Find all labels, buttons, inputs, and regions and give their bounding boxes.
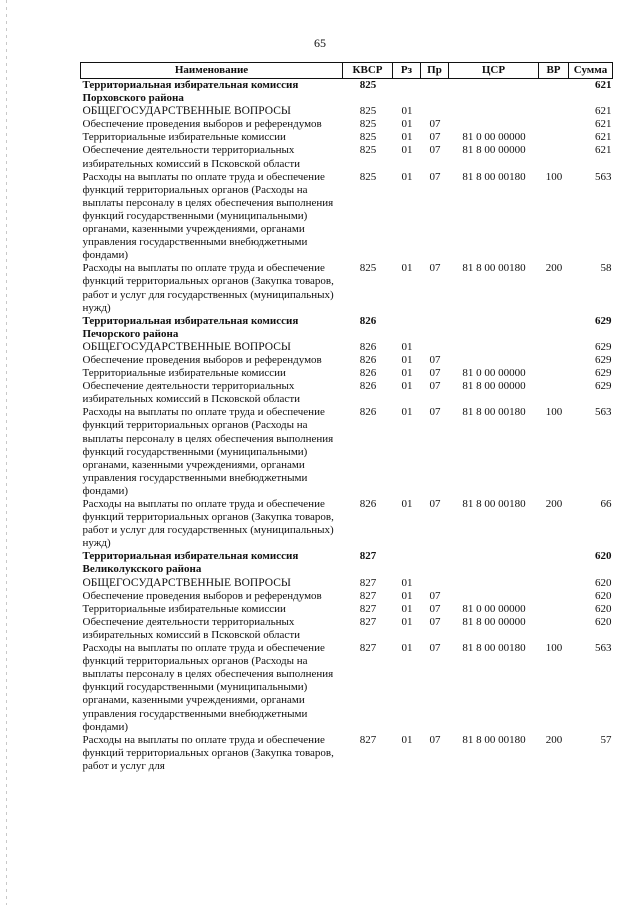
row-rz xyxy=(393,315,421,341)
table-row xyxy=(81,642,613,734)
row-kvsr: 826 xyxy=(359,314,377,327)
row-rz: 01 xyxy=(401,406,413,419)
row-sum: 621 xyxy=(595,144,612,157)
header-sum: Сумма xyxy=(569,63,613,79)
row-sum: 620 xyxy=(595,602,612,615)
header-vr: ВР xyxy=(539,63,569,79)
row-pr: 07 xyxy=(429,131,441,144)
row-vr xyxy=(539,380,569,406)
row-kvsr: 825 xyxy=(359,144,377,157)
row-kvsr: 827 xyxy=(359,576,377,589)
row-vr: 200 xyxy=(545,733,563,746)
row-sum: 629 xyxy=(595,380,612,393)
row-vr: 200 xyxy=(545,262,563,275)
row-csr xyxy=(449,550,539,576)
row-sum: 620 xyxy=(595,550,612,563)
row-name: Обеспечение деятельности территориальных избирательных комиссий в Псковской области xyxy=(82,380,301,406)
row-pr xyxy=(421,550,449,576)
row-kvsr: 827 xyxy=(359,589,377,602)
table-row xyxy=(81,498,613,550)
row-rz: 01 xyxy=(401,367,413,380)
table-row xyxy=(81,616,613,642)
header-kvsr: КВСР xyxy=(343,63,393,79)
row-rz: 01 xyxy=(401,144,413,157)
row-rz: 01 xyxy=(401,131,413,144)
row-csr: 81 0 00 00000 xyxy=(462,367,526,380)
row-name: Расходы на выплаты по оплате труда и обеспечение функций территориальных органов (Расходы на выплаты персоналу в целях обеспечения выполнения функций государственными (муниципальными) органами, казенными учреждениями, органами управления государственными внебюджетными фондами) xyxy=(82,406,334,497)
table-row xyxy=(81,315,613,341)
row-pr: 07 xyxy=(429,367,441,380)
row-kvsr: 827 xyxy=(359,733,377,746)
row-name: Обеспечение проведения выборов и референдумов xyxy=(82,589,322,602)
row-rz: 01 xyxy=(401,353,413,366)
row-sum: 620 xyxy=(595,576,612,589)
row-vr xyxy=(539,131,569,144)
row-name: Расходы на выплаты по оплате труда и обеспечение функций территориальных органов (Закупка товаров, работ и услуг для государственных (муниципальных) нужд) xyxy=(82,262,334,314)
row-vr xyxy=(539,341,569,354)
row-pr: 07 xyxy=(429,589,441,602)
row-name: Расходы на выплаты по оплате труда и обеспечение функций территориальных органов (Расходы на выплаты персоналу в целях обеспечения выполнения функций государственными (муниципальными) органами, казенными учреждениями, органами управления государственными внебюджетными фондами) xyxy=(82,642,334,733)
row-sum: 629 xyxy=(595,340,612,353)
row-vr xyxy=(539,367,569,380)
row-name: ОБЩЕГОСУДАРСТВЕННЫЕ ВОПРОСЫ xyxy=(82,340,291,353)
row-rz: 01 xyxy=(401,340,413,353)
row-vr: 200 xyxy=(545,498,563,510)
row-pr: 07 xyxy=(429,602,441,615)
row-pr: 07 xyxy=(429,498,441,510)
row-rz xyxy=(393,550,421,576)
row-csr xyxy=(449,105,539,118)
row-name: Обеспечение деятельности территориальных избирательных комиссий в Псковской области xyxy=(82,615,301,641)
row-vr xyxy=(539,144,569,170)
page-number: 65 xyxy=(314,36,326,50)
row-sum: 563 xyxy=(595,642,612,655)
row-rz: 01 xyxy=(401,262,413,275)
budget-table xyxy=(80,62,613,773)
row-sum: 629 xyxy=(595,314,612,327)
table-row xyxy=(81,171,613,263)
row-rz: 01 xyxy=(401,118,413,131)
table-row xyxy=(81,118,613,131)
row-name: ОБЩЕГОСУДАРСТВЕННЫЕ ВОПРОСЫ xyxy=(82,576,291,589)
row-kvsr: 826 xyxy=(359,340,377,353)
table-row xyxy=(81,734,613,773)
row-kvsr: 827 xyxy=(359,550,377,563)
row-csr xyxy=(449,354,539,367)
header-rz: Рз xyxy=(393,63,421,79)
scan-edge xyxy=(6,0,7,905)
table-row xyxy=(81,262,613,314)
row-vr xyxy=(539,79,569,106)
row-rz: 01 xyxy=(401,589,413,602)
row-pr xyxy=(421,105,449,118)
row-vr: 100 xyxy=(545,642,563,655)
row-rz: 01 xyxy=(401,615,413,628)
row-csr xyxy=(449,79,539,106)
row-csr: 81 8 00 00000 xyxy=(462,380,526,393)
row-sum: 66 xyxy=(600,498,612,510)
row-vr xyxy=(539,616,569,642)
row-rz: 01 xyxy=(401,642,413,655)
row-csr xyxy=(449,341,539,354)
table-row xyxy=(81,367,613,380)
row-sum: 629 xyxy=(595,367,612,380)
row-name: ОБЩЕГОСУДАРСТВЕННЫЕ ВОПРОСЫ xyxy=(82,105,291,118)
row-csr xyxy=(449,577,539,590)
row-kvsr: 826 xyxy=(359,380,377,393)
row-kvsr: 826 xyxy=(359,367,377,380)
table-row xyxy=(81,590,613,603)
row-name: Территориальная избирательная комиссия Порховского района xyxy=(82,79,299,105)
row-sum: 57 xyxy=(600,733,612,746)
row-csr: 81 8 00 00180 xyxy=(462,262,526,275)
row-pr xyxy=(421,315,449,341)
table-row xyxy=(81,131,613,144)
row-sum: 629 xyxy=(595,353,612,366)
row-sum: 620 xyxy=(595,589,612,602)
row-csr xyxy=(449,590,539,603)
row-name: Обеспечение деятельности территориальных избирательных комиссий в Псковской области xyxy=(82,144,301,170)
row-name: Расходы на выплаты по оплате труда и обеспечение функций территориальных органов (Закупка товаров, работ и услуг для xyxy=(82,733,334,772)
row-pr: 07 xyxy=(429,262,441,275)
row-rz: 01 xyxy=(401,170,413,183)
table-row xyxy=(81,406,613,498)
row-name: Территориальная избирательная комиссия Печорского района xyxy=(82,314,299,340)
header-pr: Пр xyxy=(421,63,449,79)
row-name: Территориальные избирательные комиссии xyxy=(82,131,286,144)
row-vr xyxy=(539,550,569,576)
row-name: Обеспечение проведения выборов и референдумов xyxy=(82,118,322,131)
row-vr xyxy=(539,590,569,603)
row-kvsr: 825 xyxy=(359,131,377,144)
row-csr: 81 8 00 00000 xyxy=(462,144,526,157)
row-pr: 07 xyxy=(429,642,441,655)
row-sum: 621 xyxy=(595,105,612,118)
table-row xyxy=(81,550,613,576)
row-pr: 07 xyxy=(429,733,441,746)
row-vr xyxy=(539,105,569,118)
row-rz: 01 xyxy=(401,105,413,118)
row-csr: 81 8 00 00180 xyxy=(462,733,526,746)
row-kvsr: 825 xyxy=(359,118,377,131)
row-rz: 01 xyxy=(401,733,413,746)
table-row xyxy=(81,144,613,170)
table-row xyxy=(81,577,613,590)
row-kvsr: 827 xyxy=(359,602,377,615)
row-kvsr: 825 xyxy=(359,262,377,275)
row-rz: 01 xyxy=(401,380,413,393)
table-row xyxy=(81,354,613,367)
row-rz: 01 xyxy=(401,498,413,510)
row-sum: 58 xyxy=(600,262,612,275)
row-pr xyxy=(421,577,449,590)
row-sum: 563 xyxy=(595,170,612,183)
row-name: Территориальная избирательная комиссия Великолукского района xyxy=(82,550,299,576)
row-vr xyxy=(539,118,569,131)
row-rz: 01 xyxy=(401,602,413,615)
row-kvsr: 827 xyxy=(359,615,377,628)
row-vr xyxy=(539,354,569,367)
row-kvsr: 825 xyxy=(359,170,377,183)
row-csr: 81 8 00 00000 xyxy=(462,615,526,628)
row-vr xyxy=(539,315,569,341)
row-vr xyxy=(539,577,569,590)
header-name: Наименование xyxy=(81,63,343,79)
row-pr: 07 xyxy=(429,144,441,157)
table-row xyxy=(81,105,613,118)
row-pr xyxy=(421,79,449,106)
row-pr: 07 xyxy=(429,615,441,628)
row-pr: 07 xyxy=(429,170,441,183)
row-kvsr: 826 xyxy=(359,353,377,366)
table-row xyxy=(81,79,613,106)
row-rz: 01 xyxy=(401,576,413,589)
row-vr: 100 xyxy=(545,170,563,183)
row-sum: 620 xyxy=(595,615,612,628)
table-header-row xyxy=(81,63,613,79)
row-sum: 621 xyxy=(595,79,612,91)
row-pr: 07 xyxy=(429,406,441,419)
row-kvsr: 825 xyxy=(359,79,377,91)
table-row xyxy=(81,603,613,616)
row-csr: 81 8 00 00180 xyxy=(462,170,526,183)
row-sum: 621 xyxy=(595,131,612,144)
header-csr: ЦСР xyxy=(449,63,539,79)
row-sum: 563 xyxy=(595,406,612,419)
row-vr: 100 xyxy=(545,406,563,419)
row-pr: 07 xyxy=(429,118,441,131)
row-csr xyxy=(449,315,539,341)
row-sum: 621 xyxy=(595,118,612,131)
row-kvsr: 826 xyxy=(359,498,377,510)
row-pr xyxy=(421,341,449,354)
row-kvsr: 825 xyxy=(359,105,377,118)
row-vr xyxy=(539,603,569,616)
table-row xyxy=(81,380,613,406)
row-rz xyxy=(393,79,421,106)
row-name: Территориальные избирательные комиссии xyxy=(82,602,286,615)
row-name: Территориальные избирательные комиссии xyxy=(82,367,286,380)
row-csr: 81 8 00 00180 xyxy=(462,498,526,510)
row-name: Расходы на выплаты по оплате труда и обеспечение функций территориальных органов (Закупка товаров, работ и услуг для государственных (муниципальных) нужд) xyxy=(82,498,334,550)
row-kvsr: 827 xyxy=(359,642,377,655)
row-pr: 07 xyxy=(429,380,441,393)
table-row xyxy=(81,341,613,354)
row-csr: 81 0 00 00000 xyxy=(462,602,526,615)
row-name: Расходы на выплаты по оплате труда и обеспечение функций территориальных органов (Расходы на выплаты персоналу в целях обеспечения выполнения функций государственными (муниципальными) органами, казенными учреждениями, органами управления государственными внебюджетными фондами) xyxy=(82,170,334,262)
row-csr: 81 8 00 00180 xyxy=(462,406,526,419)
row-csr: 81 8 00 00180 xyxy=(462,642,526,655)
row-name: Обеспечение проведения выборов и референдумов xyxy=(82,353,322,366)
row-csr xyxy=(449,118,539,131)
row-csr: 81 0 00 00000 xyxy=(462,131,526,144)
row-kvsr: 826 xyxy=(359,406,377,419)
row-pr: 07 xyxy=(429,353,441,366)
